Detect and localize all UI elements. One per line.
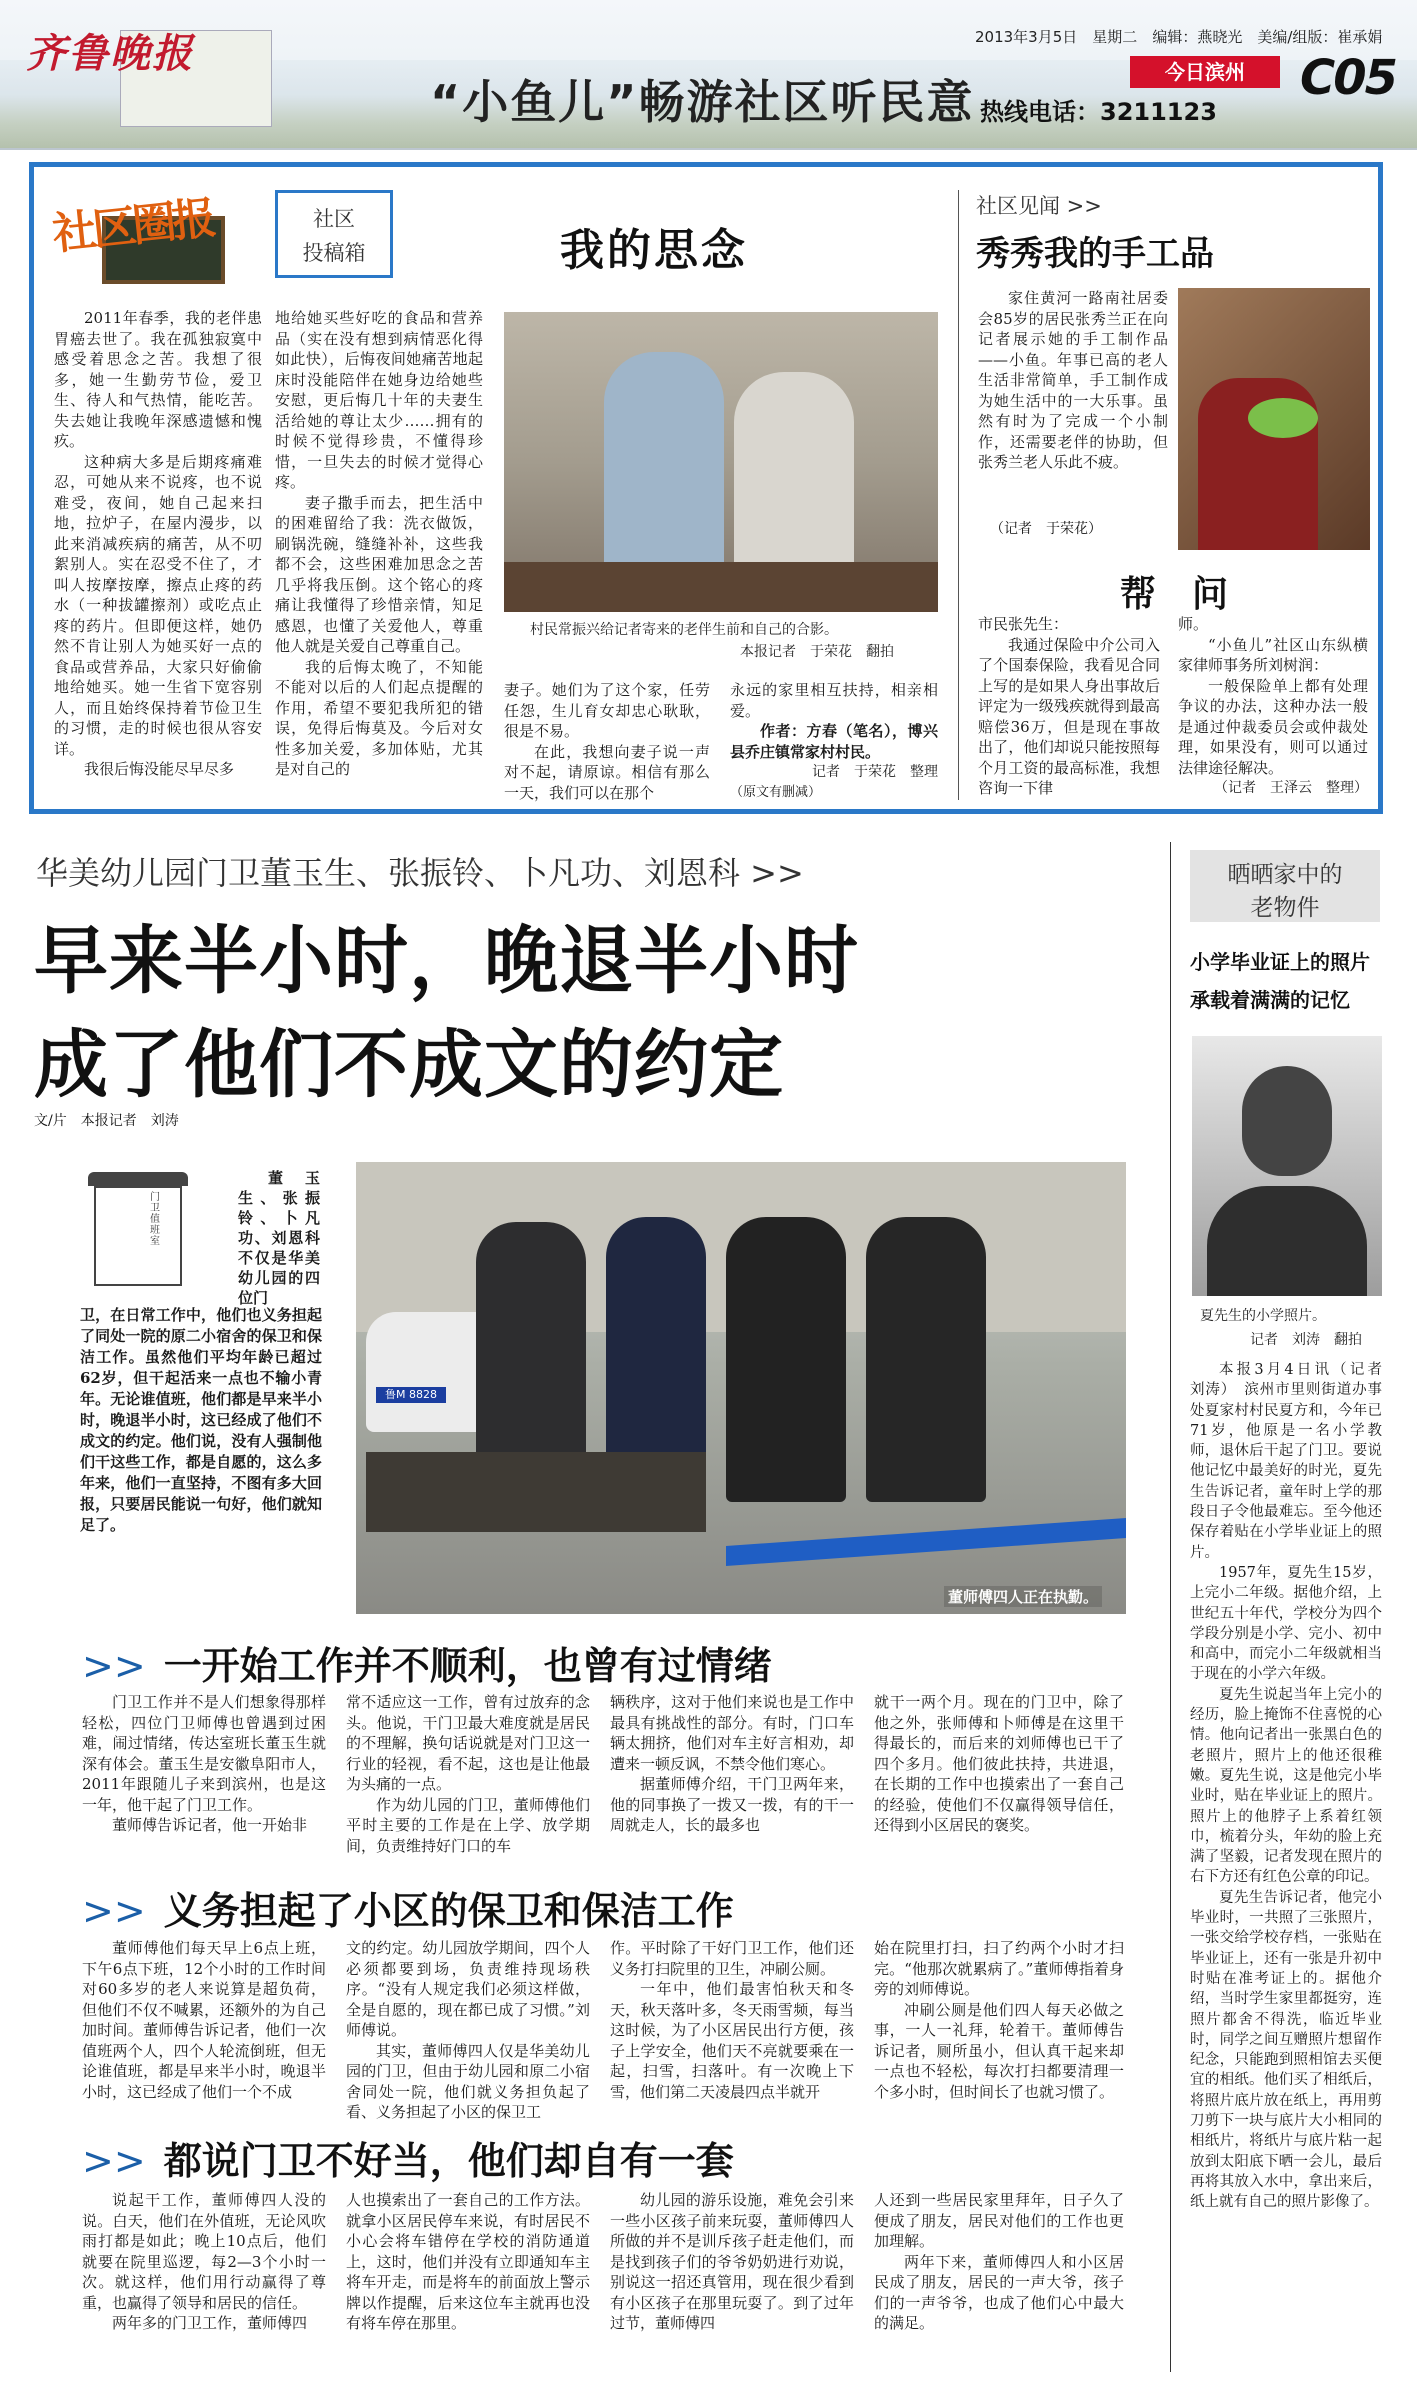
submission-box-line1: 社区 <box>313 207 355 231</box>
section-2-paragraph: 冲刷公厕是他们四人每天必做之事，一人一礼拜，轮着干。董师傅告诉记者，厕所虽小，但认真干起来却一点也不轻松，每次打扫都要清理一个多小时，但时间长了也就习惯了。 <box>874 2000 1124 2101</box>
booth-roof <box>88 1172 188 1186</box>
main-byline: 文/片 本报记者 刘涛 <box>34 1113 179 1129</box>
section-3-paragraph: 人也摸索出了一套自己的工作方法。就拿小区居民停车来说，有时居民不小心会将车错停在学校的消防通道上，这时，他们并没有立即通知车主将车开走，而是将车的前面放上警示牌以作提醒，后来这位车主就再也没有将车停在那里。 <box>346 2191 590 2332</box>
section-2-col-1 <box>82 1938 326 2124</box>
side-paragraph: 1957年，夏先生15岁，上完小二年级。据他介绍，上世纪五十年代，学校分为四个学段分别是小学、完小、初中和高中，而完小二年级就相当于现在的小学六年级。 <box>1190 1564 1382 1683</box>
section-3-heading: >> 都说门卫不好当，他们却自有一套 <box>82 2139 734 2183</box>
article-paragraph: 这种病大多是后期疼痛难忍，可她从来不说疼，也不说难受，夜间，她自己起来扫地，拉炉子，在屋内漫步，以此来消减疾病的痛苦，从不叨絮别人。实在忍受不住了，才叫人按摩按摩，擦点止疼的药水（一种拔罐擦剂）或吃点止疼的药片。但即便这样，她仍然不肯让别人为她买好一点的食品或营养品，大家只好偷偷地给她买。她一生省下宽容别人，而且始终保持着节俭卫生的习惯，走的时候也很从容安详。 <box>54 452 262 758</box>
article-paragraph: 地给她买些好吃的食品和营养品（实在没有想到病情恶化得如此快），后悔夜间她痛苦地起床时没能陪伴在她身边给她些安慰，更后悔几十年的夫妻生活给她的尊让太少……拥有的时候不觉得珍贵，不懂得珍惜，一旦失去的时候才觉得心疼。 <box>275 309 483 491</box>
guards-photo-table <box>366 1452 706 1532</box>
help-answer-text: 一般保险单上都有处理争议的办法，这种办法一般是通过仲裁委员会或仲裁处理，如果没有，则可以通过法律途径解决。 <box>1178 676 1368 777</box>
section-badge: 今日滨州 <box>1130 56 1280 88</box>
section-1-col-1 <box>82 1692 326 1872</box>
help-answerer: “小鱼儿”社区山东纵横家律师事务所刘树润： <box>1178 635 1368 674</box>
side-tag-line2: 老物件 <box>1250 895 1320 921</box>
school-photo-body <box>1207 1186 1367 1296</box>
section-1-paragraph: 董师傅告诉记者，他一开始非 <box>112 1816 308 1834</box>
masthead-banner <box>0 0 1417 150</box>
section-2-paragraph: 一年中，他们最害怕秋天和冬天，秋天落叶多，冬天雨雪频，每当这时候，为了小区居民出行方便，孩子上学安全，他们天不亮就要乘在一起，扫雪，扫落叶。有一次晚上下雪，他们第二天凌晨四点半就开 <box>610 1980 854 2101</box>
article-author: 作者：方春（笔名），博兴县乔庄镇常家村村民。 <box>730 722 938 761</box>
help-answer <box>1178 614 1368 804</box>
section-1-paragraph: 辆秩序，这对于他们来说也是工作中最具有挑战性的部分。有时，门口车辆太拥挤，他们对车主好言相劝，却遭来一顿反讽，不禁令他们寒心。 <box>610 1693 854 1773</box>
handicraft-text <box>978 288 1168 528</box>
section-1-col-2 <box>346 1692 590 1872</box>
side-paragraph: 本报3月4日讯（记者 刘涛） 滨州市里则街道办事处夏家村村民夏方和，今年已71岁，他原是一名小学教师，退休后干起了门卫。要说他记忆中最美好的时光，夏先生告诉记者，童年时上学的那段日子令他最难忘。至今他还保存着贴在小学毕业证上的照片。 <box>1190 1362 1397 1561</box>
section-3-col-2 <box>346 2190 590 2370</box>
main-headline-line2: 成了他们不成文的约定 <box>34 1022 784 1108</box>
couple-photo <box>504 312 938 612</box>
help-title: 帮 问 <box>1120 574 1229 615</box>
couple-photo-man <box>604 352 724 582</box>
section-3-paragraph: 两年多的门卫工作，董师傅四 <box>112 2314 308 2332</box>
handicraft-photo-fish <box>1248 398 1318 438</box>
paper-logo: 齐鲁晚报 <box>26 30 194 77</box>
side-divider <box>1170 842 1171 2372</box>
photo-caption: 村民常振兴给记者寄来的老伴生前和自己的合影。 <box>530 622 838 638</box>
section-2-paragraph: 文的约定。幼儿园放学期间，四个人必须都要到场，负责维持现场秩序。“没有人规定我们必须这样做，全是自愿的，现在都已成了习惯。”刘师傅说。 <box>346 1939 590 2039</box>
help-credit: （记者 王泽云 整理） <box>1214 780 1368 796</box>
section-3-paragraph: 说起干工作，董师傅四人没的说。白天，他们在外值班，无论风吹雨打都是如此；晚上10点后，他们就要在院里巡逻，每2—3个小时一次。就这样，他们用行动赢得了尊重，也赢得了领导和居民的信任。 <box>82 2191 326 2312</box>
section-1-col-3 <box>610 1692 854 1872</box>
article-col-4 <box>730 680 938 804</box>
submission-box <box>275 190 393 278</box>
lead-text <box>80 1305 322 1615</box>
side-article <box>1190 1360 1397 2370</box>
help-answer-lead: 师。 <box>1178 615 1209 633</box>
article-paragraph: 我的后悔太晚了，不知能不能对以后的人们起点提醒的作用，希望不要犯我所犯的错误，免得后悔莫及。今后对女性多加关爱，多加体贴，尤其是对自己的 <box>275 657 483 778</box>
guards-photo-bench <box>726 1518 1126 1566</box>
side-tag-line1: 晒晒家中的 <box>1227 862 1343 888</box>
article-paragraph: 在此，我想向妻子说一声对不起，请原谅。相信有那么一天，我们可以在那个 <box>504 742 710 802</box>
guard-3 <box>726 1217 846 1502</box>
section-3-col-1 <box>82 2190 326 2370</box>
lead-paragraph: 卫，在日常工作中，他们也义务担起了同处一院的原二小宿舍的保卫和保洁工作。虽然他们平均年龄已超过62岁，但干起活来一点也不输小青年。无论谁值班，他们都是早来半小时，晚退半小时，这已经成了他们不成文的约定。他们说，没有人强制他们干这些工作，都是自愿的，这么多年来，他们一直坚持，不图有多大回报，只要居民能说一句好，他们就知足了。 <box>80 1306 322 1534</box>
license-plate: 鲁M 8828 <box>376 1387 446 1403</box>
section-2-heading: >> 义务担起了小区的保卫和保洁工作 <box>82 1889 734 1933</box>
vertical-divider <box>958 190 959 800</box>
section-1-paragraph: 作为幼儿园的门卫，董师傅他们平时主要的工作是在上学、放学期间，负责维持好门口的车 <box>346 1795 590 1855</box>
guards-photo-caption: 董师傅四人正在执勤。 <box>944 1586 1102 1607</box>
photo-credit: 本报记者 于荣花 翻拍 <box>740 644 894 660</box>
article-editor: 记者 于荣花 整理 <box>812 764 938 780</box>
article-title: 我的思念 <box>560 225 748 276</box>
hotline: 热线电话：3211123 <box>980 98 1217 126</box>
handicraft-paragraph: 家住黄河一路南社居委会85岁的居民张秀兰正在向记者展示她的手工制作品——小鱼。年事已高的老人生活非常简单，手工制作成为她生活中的一大乐事。虽然有时为了完成一个小制作，还需要老伴的协助，但张秀兰老人乐此不疲。 <box>978 289 1168 471</box>
section-2-paragraph: 董师傅他们每天早上6点上班，下午6点下班，12个小时的工作时间对60多岁的老人来说算是超负荷，但他们不仅不喊累，还额外的为自己加时间。董师傅告诉记者，他们一次值班两个人，四个人轮流倒班，但无论谁值班，都是早来半小时，晚退半小时，这已经成了他们一个不成 <box>82 1939 326 2101</box>
side-title-1: 小学毕业证上的照片 <box>1190 950 1370 974</box>
article-col-1 <box>54 308 262 804</box>
main-headline-line1: 早来半小时，晚退半小时 <box>34 918 859 1004</box>
lead-top <box>238 1168 320 1307</box>
section-1-paragraph: 门卫工作并不是人们想象得那样轻松，四位门卫师傅也曾遇到过困难，闹过情绪，传达室班长董玉生就深有体会。董玉生是安徽阜阳市人，2011年跟随儿子来到滨州，也是这一年，他干起了门卫工作。 <box>82 1693 326 1814</box>
section-3-col-3 <box>610 2190 854 2370</box>
help-question <box>978 614 1160 804</box>
main-kicker: 华美幼儿园门卫董玉生、张振铃、卜凡功、刘恩科 >> <box>36 854 804 892</box>
school-photo-credit: 记者 刘涛 翻拍 <box>1250 1332 1362 1348</box>
section-2-paragraph: 始在院里打扫，扫了约两个小时才扫完。“他那次就累病了。”董师傅指着身旁的刘师傅说。 <box>874 1939 1124 1998</box>
booth-sign: 门卫值班室 <box>150 1192 160 1247</box>
article-paragraph: 妻子撒手而去，把生活中的困难留给了我：洗衣做饭，刷锅洗碗，缝缝补补，这些我都不会，这些困难加思念之苦几乎将我压倒。这个铭心的疼痛让我懂得了珍惜亲情，知足感恩，也懂了关爱他人，尊重他人就是关爱自己尊重自己。 <box>275 493 483 655</box>
section-2-col-4 <box>874 1938 1124 2124</box>
help-asker: 市民张先生： <box>978 615 1069 633</box>
section-2-col-3 <box>610 1938 854 2124</box>
side-title-2: 承载着满满的记忆 <box>1190 988 1350 1012</box>
right-kicker: 社区见闻 >> <box>976 194 1102 218</box>
guard-4 <box>866 1217 986 1502</box>
article-paragraph: 永远的家里相互扶持，相亲相爱。 <box>730 681 938 720</box>
lead-top-text: 董玉生、张振铃、卜凡功、刘恩科不仅是华美幼儿园的四位门 <box>238 1169 320 1307</box>
section-3-paragraph: 幼儿园的游乐设施，难免会引来一些小区孩子前来玩耍，董师傅四人所做的并不是训斥孩子赶走他们，而是找到孩子们的爷爷奶奶进行劝说，别说这一招还真管用，现在很少看到有小区孩子在那里玩耍了。到了过年过节，董师傅四 <box>610 2191 854 2332</box>
help-question-text: 我通过保险中介公司入了个国泰保险，我看见合同上写的是如果人身出事故后评定为一级残疾就得到最高赔偿36万，但是现在事故出了，他们却说只能按照每个月工资的最高标准，我想咨询一下律 <box>978 635 1160 797</box>
section-1-paragraph: 常不适应这一工作，曾有过放弃的念头。他说，干门卫最大难度就是居民的不理解，换句话说就是对门卫这一行业的轻视，看不起，这也是让他最为头痛的一点。 <box>346 1693 590 1793</box>
section-3-paragraph: 两年下来，董师傅四人和小区居民成了朋友，居民的一声大爷，孩子们的一声爷爷，也成了他们心中最大的满足。 <box>874 2252 1124 2332</box>
couple-photo-table <box>504 562 938 612</box>
school-photo <box>1192 1036 1382 1296</box>
school-photo-head <box>1242 1066 1332 1176</box>
article-note: （原文有删减） <box>730 784 822 800</box>
guard-booth-illustration <box>78 1172 198 1292</box>
section-2-paragraph: 其实，董师傅四人仅是华美幼儿园的门卫，但由于幼儿园和原二小宿舍同处一院，他们就义务担负起了看、义务担起了小区的保卫工 <box>346 2041 590 2121</box>
school-photo-caption: 夏先生的小学照片。 <box>1200 1308 1326 1324</box>
section-1-col-4 <box>874 1692 1124 1872</box>
side-paragraph: 夏先生告诉记者，他完小毕业时，一共照了三张照片，一张交给学校存档，一张贴在毕业证上，还有一张是升初中时贴在准考证上的。据他介绍，当时学生家里都挺穷，连照片都舍不得洗，临近毕业时，同学之间互赠照片想留作纪念，只能跑到照相馆去买便宜的相纸。他们买了相纸后，将照片底片放在纸上，再用剪刀剪下一块与底片大小相同的相纸片，将纸片与底片粘一起放到太阳底下晒一会儿，最后再将其放入水中，拿出来后，纸上就有自己的照片影像了。 <box>1190 1889 1382 2211</box>
side-tag <box>1190 850 1380 922</box>
couple-photo-woman <box>734 372 854 582</box>
booth-body <box>94 1186 182 1286</box>
right-title: 秀秀我的手工品 <box>976 234 1214 274</box>
handicraft-credit: （记者 于荣花） <box>990 521 1102 537</box>
guards-photo <box>356 1162 1126 1614</box>
section-2-paragraph: 作。平时除了干好门卫工作，他们还义务打扫院里的卫生，冲刷公厕。 <box>610 1939 854 1978</box>
section-1-heading: >> 一开始工作并不顺利，也曾有过情绪 <box>82 1644 772 1688</box>
article-paragraph: 2011年春季，我的老伴患胃癌去世了。我在孤独寂寞中感受着思念之苦。我想了很多，她一生勤劳节俭，爱卫生、待人和气热情，能吃苦。失去她让我晚年深感遗憾和愧疚。 <box>54 309 262 450</box>
section-3-paragraph: 人还到一些居民家里拜年，日子久了便成了朋友，居民对他们的工作也更加理解。 <box>874 2191 1124 2250</box>
side-paragraph: 夏先生说起当年上完小的经历，脸上掩饰不住喜悦的心情。他向记者出一张黑白色的老照片，照片上的他还很稚嫩。夏先生说，这是他完小毕业时，贴在毕业证上的照片。照片上的他脖子上系着红领巾，梳着分头，年幼的脸上充满了坚毅，记者发现在照片的右下方还有红色公章的印记。 <box>1190 1686 1382 1886</box>
logo-text: 社区圈报 <box>50 192 215 261</box>
article-col-3 <box>504 680 710 804</box>
page-title: “小鱼儿”畅游社区听民意 <box>430 75 975 129</box>
issue-date: 2013年3月5日 星期二 编辑：燕晓光 美编/组版：崔承娟 <box>975 28 1383 46</box>
page-number: C05 <box>1300 50 1397 106</box>
article-paragraph: 妻子。她们为了这个家，任劳任怨，生儿育女却忠心耿耿，很是不易。 <box>504 681 710 740</box>
article-paragraph: 我很后悔没能尽早尽多 <box>84 760 235 778</box>
section-1-paragraph: 就干一两个月。现在的门卫中，除了他之外，张师傅和卜师傅是在这里干得最长的，而后来的刘师傅也已干了四个多月。他们彼此扶持，共进退，在长期的工作中也摸索出了一套自己的经验，使他们不仅赢得领导信任，还得到小区居民的褒奖。 <box>874 1693 1124 1834</box>
submission-box-line2: 投稿箱 <box>302 241 366 265</box>
article-col-2 <box>275 308 483 804</box>
section-3-col-4 <box>874 2190 1124 2370</box>
section-1-paragraph: 据董师傅介绍，干门卫两年来，他的同事换了一拨又一拨，有的干一周就走人，长的最多也 <box>610 1775 854 1834</box>
section-2-col-2 <box>346 1938 590 2124</box>
community-logo <box>52 180 242 288</box>
handicraft-photo <box>1178 288 1370 550</box>
